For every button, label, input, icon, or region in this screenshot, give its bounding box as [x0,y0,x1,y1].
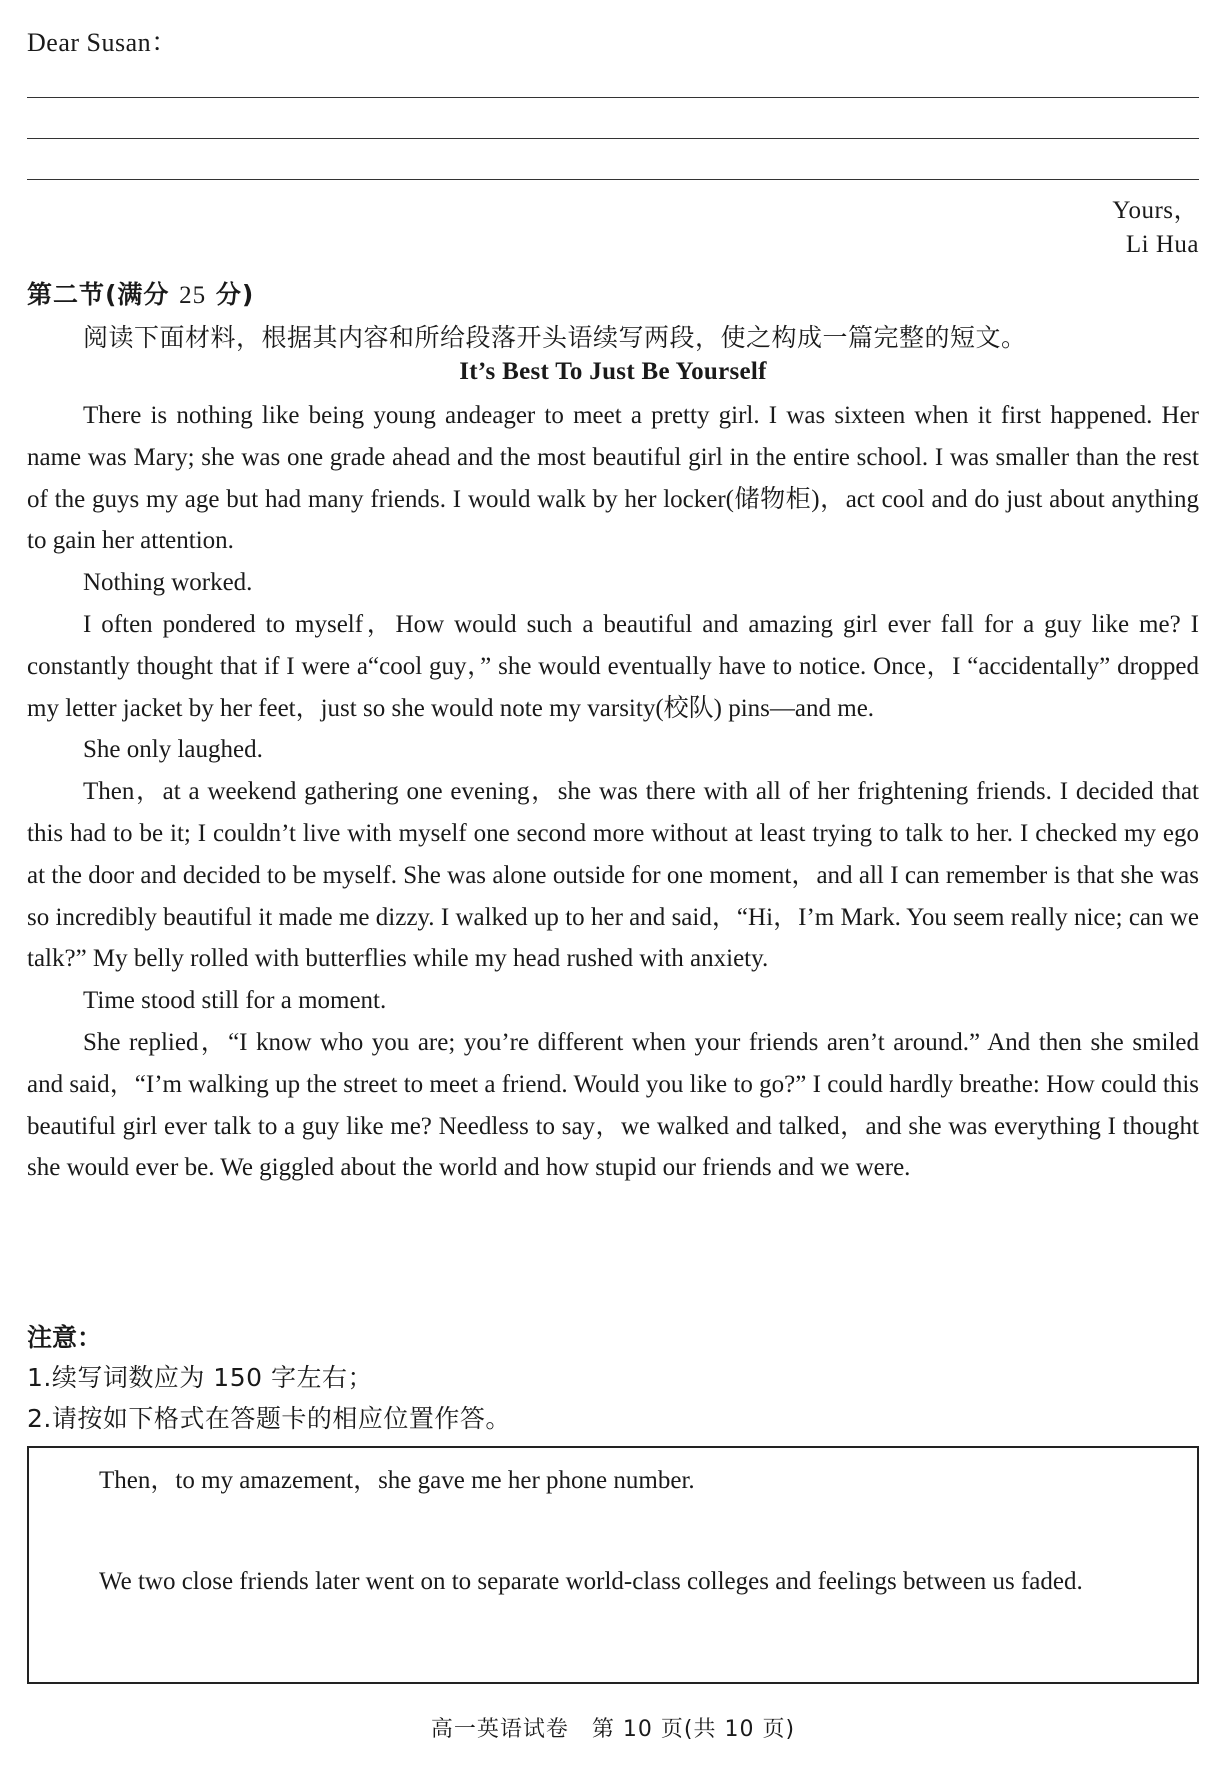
writing-line-2 [27,138,1199,139]
continuation-start-2 [43,1561,1183,1603]
letter-greeting: Dear Susan： [27,28,178,57]
writing-line-3 [27,179,1199,180]
story-title: It’s Best To Just Be Yourself [459,358,767,385]
note-item: 2.请按如下格式在答题卡的相应位置作答。 [27,1404,511,1433]
note-item: 1.续写词数应为 150 字左右； [27,1363,373,1392]
story-paragraph: She only laughed. [83,736,263,764]
continuation-start-2-text: We two close friends later went on to separate world-class colleges and feelings between us faded. [99,1568,1083,1595]
letter-signature: Li Hua [1125,231,1199,258]
story-paragraph: She replied，“I know who you are; you’re different when your friends aren’t around.” And then she smiled and said，“I’m walking up the street to meet a friend. Would you like to go?” I could hardly breathe: How could this beautiful girl ever talk to a guy like me? Needless to say，we walked and talked，and she was everything I thought she would ever be. We giggled about the world and how stupid our friends and we were. [27,1028,1199,1182]
section-points: 25 [179,282,207,309]
writing-line-1 [27,97,1199,98]
story-paragraph: Time stood still for a moment. [83,987,387,1015]
section-heading-end: 分) [215,280,255,309]
page-footer: 高一英语试卷 第 10 页(共 10 页) [430,1717,796,1742]
section-heading [27,275,254,311]
story-paragraph: There is nothing like being young andeager to meet a pretty girl. I was sixteen when it first happened. Her name was Mary; she was one grade ahead and the most beautiful girl in the entire school. I was smaller than the rest of the guys my age but had many friends. I would walk by her locker(储物柜)，act cool and do just about anything to gain her attention. [27,402,1199,555]
letter-closing: Yours， [1112,197,1199,224]
story-paragraph: Then，at a weekend gathering one evening，she was there with all of her frightening friends. I decided that this had to be it; I couldn’t live with myself one second more without at least trying to talk to her. I checked my ego at the door and decided to be myself. She was alone outside for one moment，and all I can remember is that she was so incredibly beautiful it made me dizzy. I walked up to her and said，“Hi，I’m Mark. You seem really nice; can we talk?” My belly rolled with butterflies while my head rushed with anxiety. [27,778,1199,973]
notes-heading: 注意： [27,1323,103,1352]
story-paragraph: I often pondered to myself，How would such a beautiful and amazing girl ever fall for a guy like me? I constantly thought that if I were a“cool guy，” she would eventually have to notice. Once，I “accidentally” dropped my letter jacket by her feet，just so she would note my varsity(校队) pins—and me. [27,610,1199,722]
section-instruction: 阅读下面材料，根据其内容和所给段落开头语续写两段，使之构成一篇完整的短文。 [83,323,1027,352]
story-body [27,395,1199,1189]
continuation-start-1 [43,1460,1183,1502]
story-paragraph: Nothing worked. [83,569,253,597]
continuation-start-1-text: Then，to my amazement，she gave me her phone number. [99,1467,695,1494]
answer-box [27,1446,1199,1684]
section-heading-label: 第二节(满分 [27,280,170,309]
